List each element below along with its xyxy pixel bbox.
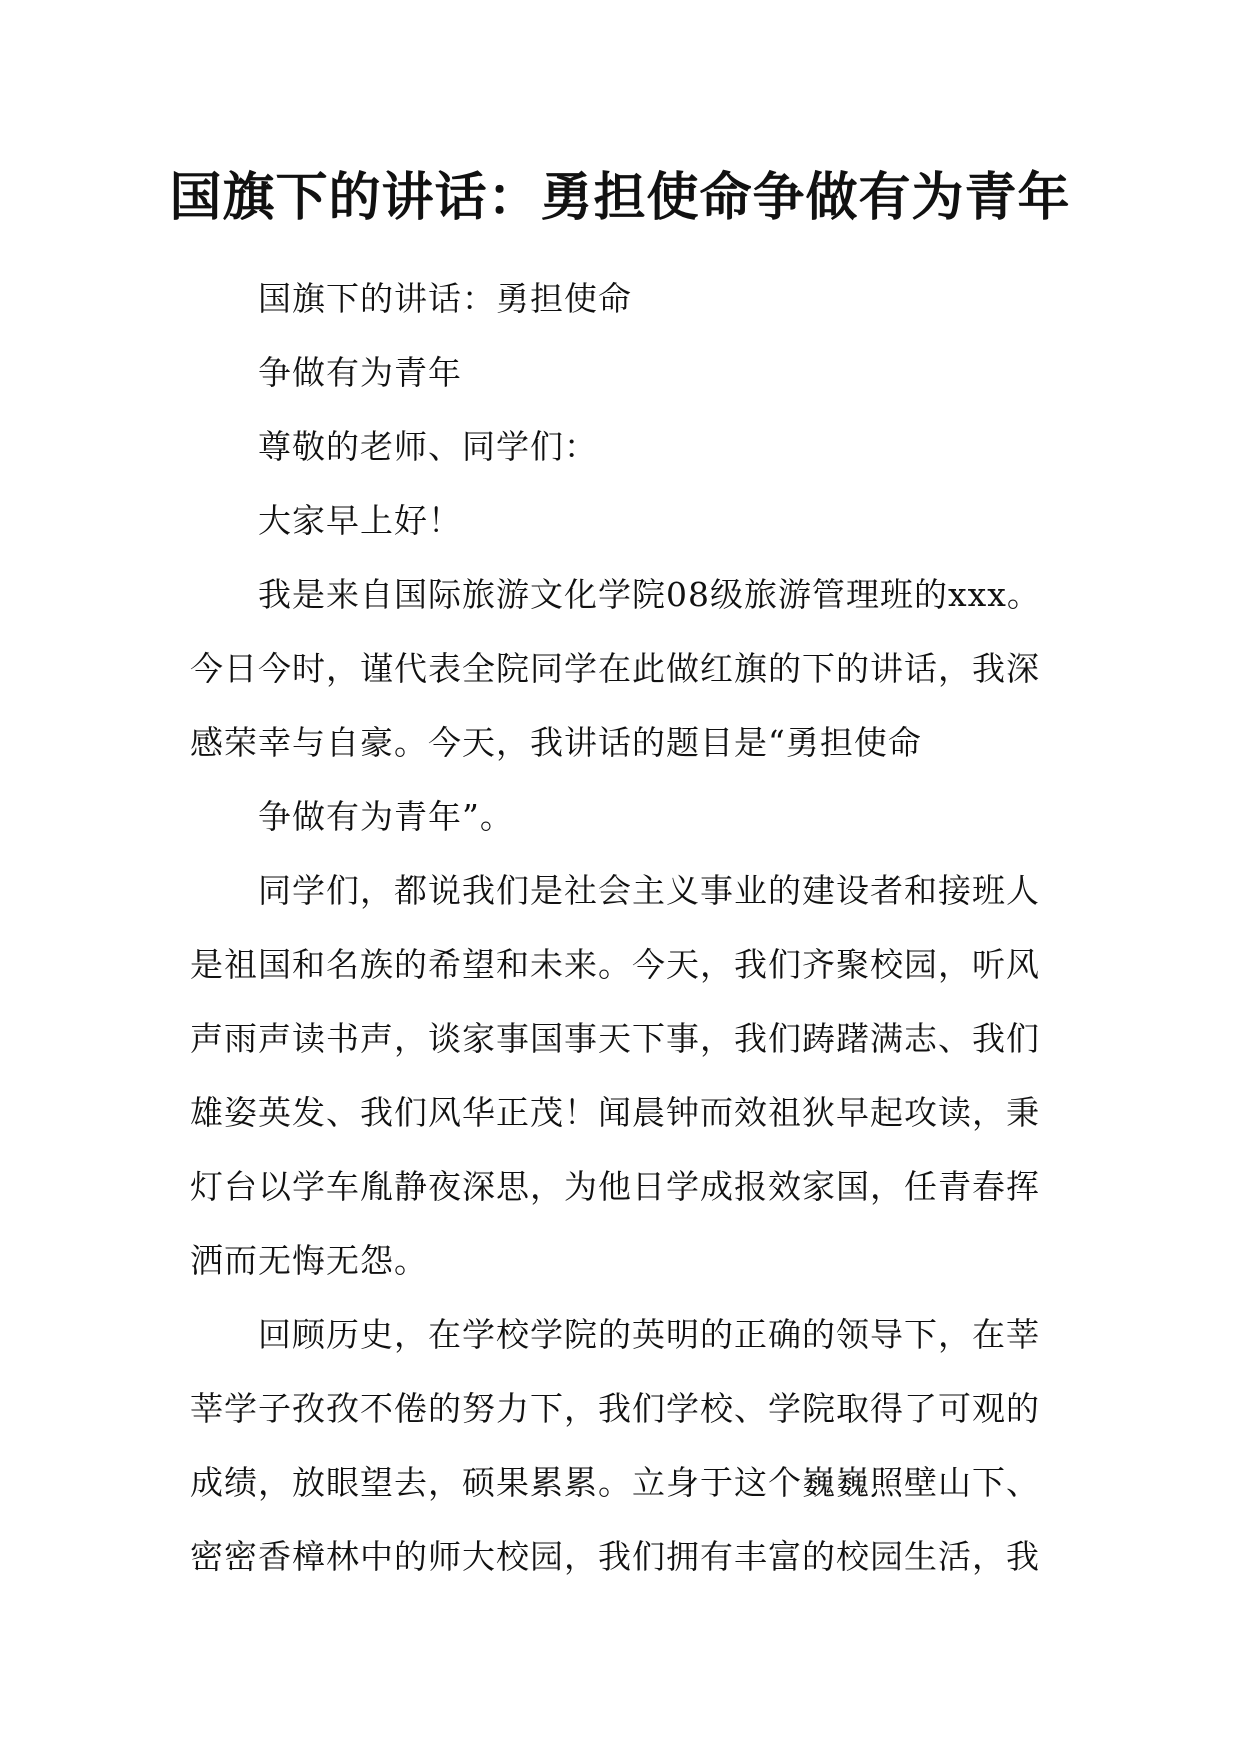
text-line: 我是来自国际旅游文化学院08级旅游管理班的xxx。 [258, 575, 1041, 614]
text-line: 国旗下的讲话：勇担使命 [258, 279, 632, 318]
text-line: 争做有为青年 [258, 353, 462, 392]
text-line: 雄姿英发、我们风华正茂！闻晨钟而效祖狄早起攻读，秉 [190, 1093, 1040, 1132]
document-body [190, 262, 1050, 1594]
document-title: 国旗下的讲话：勇担使命争做有为青年 [169, 168, 1071, 228]
text-line: 密密香樟林中的师大校园，我们拥有丰富的校园生活，我 [190, 1537, 1040, 1576]
text-line: 成绩，放眼望去，硕果累累。立身于这个巍巍照壁山下、 [190, 1463, 1040, 1502]
text-line: 莘学子孜孜不倦的努力下，我们学校、学院取得了可观的 [190, 1389, 1040, 1428]
text-line: 今日今时，谨代表全院同学在此做红旗的下的讲话，我深 [190, 649, 1040, 688]
text-line: 灯台以学车胤静夜深思，为他日学成报效家国，任青春挥 [190, 1167, 1040, 1206]
text-line: 回顾历史，在学校学院的英明的正确的领导下，在莘 [258, 1315, 1040, 1354]
text-line: 声雨声读书声，谈家事国事天下事，我们踌躇满志、我们 [190, 1019, 1040, 1058]
text-line: 争做有为青年”。 [258, 797, 514, 836]
text-line: 洒而无悔无怨。 [190, 1241, 428, 1280]
text-line: 感荣幸与自豪。今天，我讲话的题目是“勇担使命 [190, 723, 922, 762]
text-line: 同学们，都说我们是社会主义事业的建设者和接班人 [258, 871, 1040, 910]
text-line: 尊敬的老师、同学们： [258, 427, 598, 466]
text-line: 大家早上好！ [258, 501, 462, 540]
text-line: 是祖国和名族的希望和未来。今天，我们齐聚校园，听风 [190, 945, 1040, 984]
